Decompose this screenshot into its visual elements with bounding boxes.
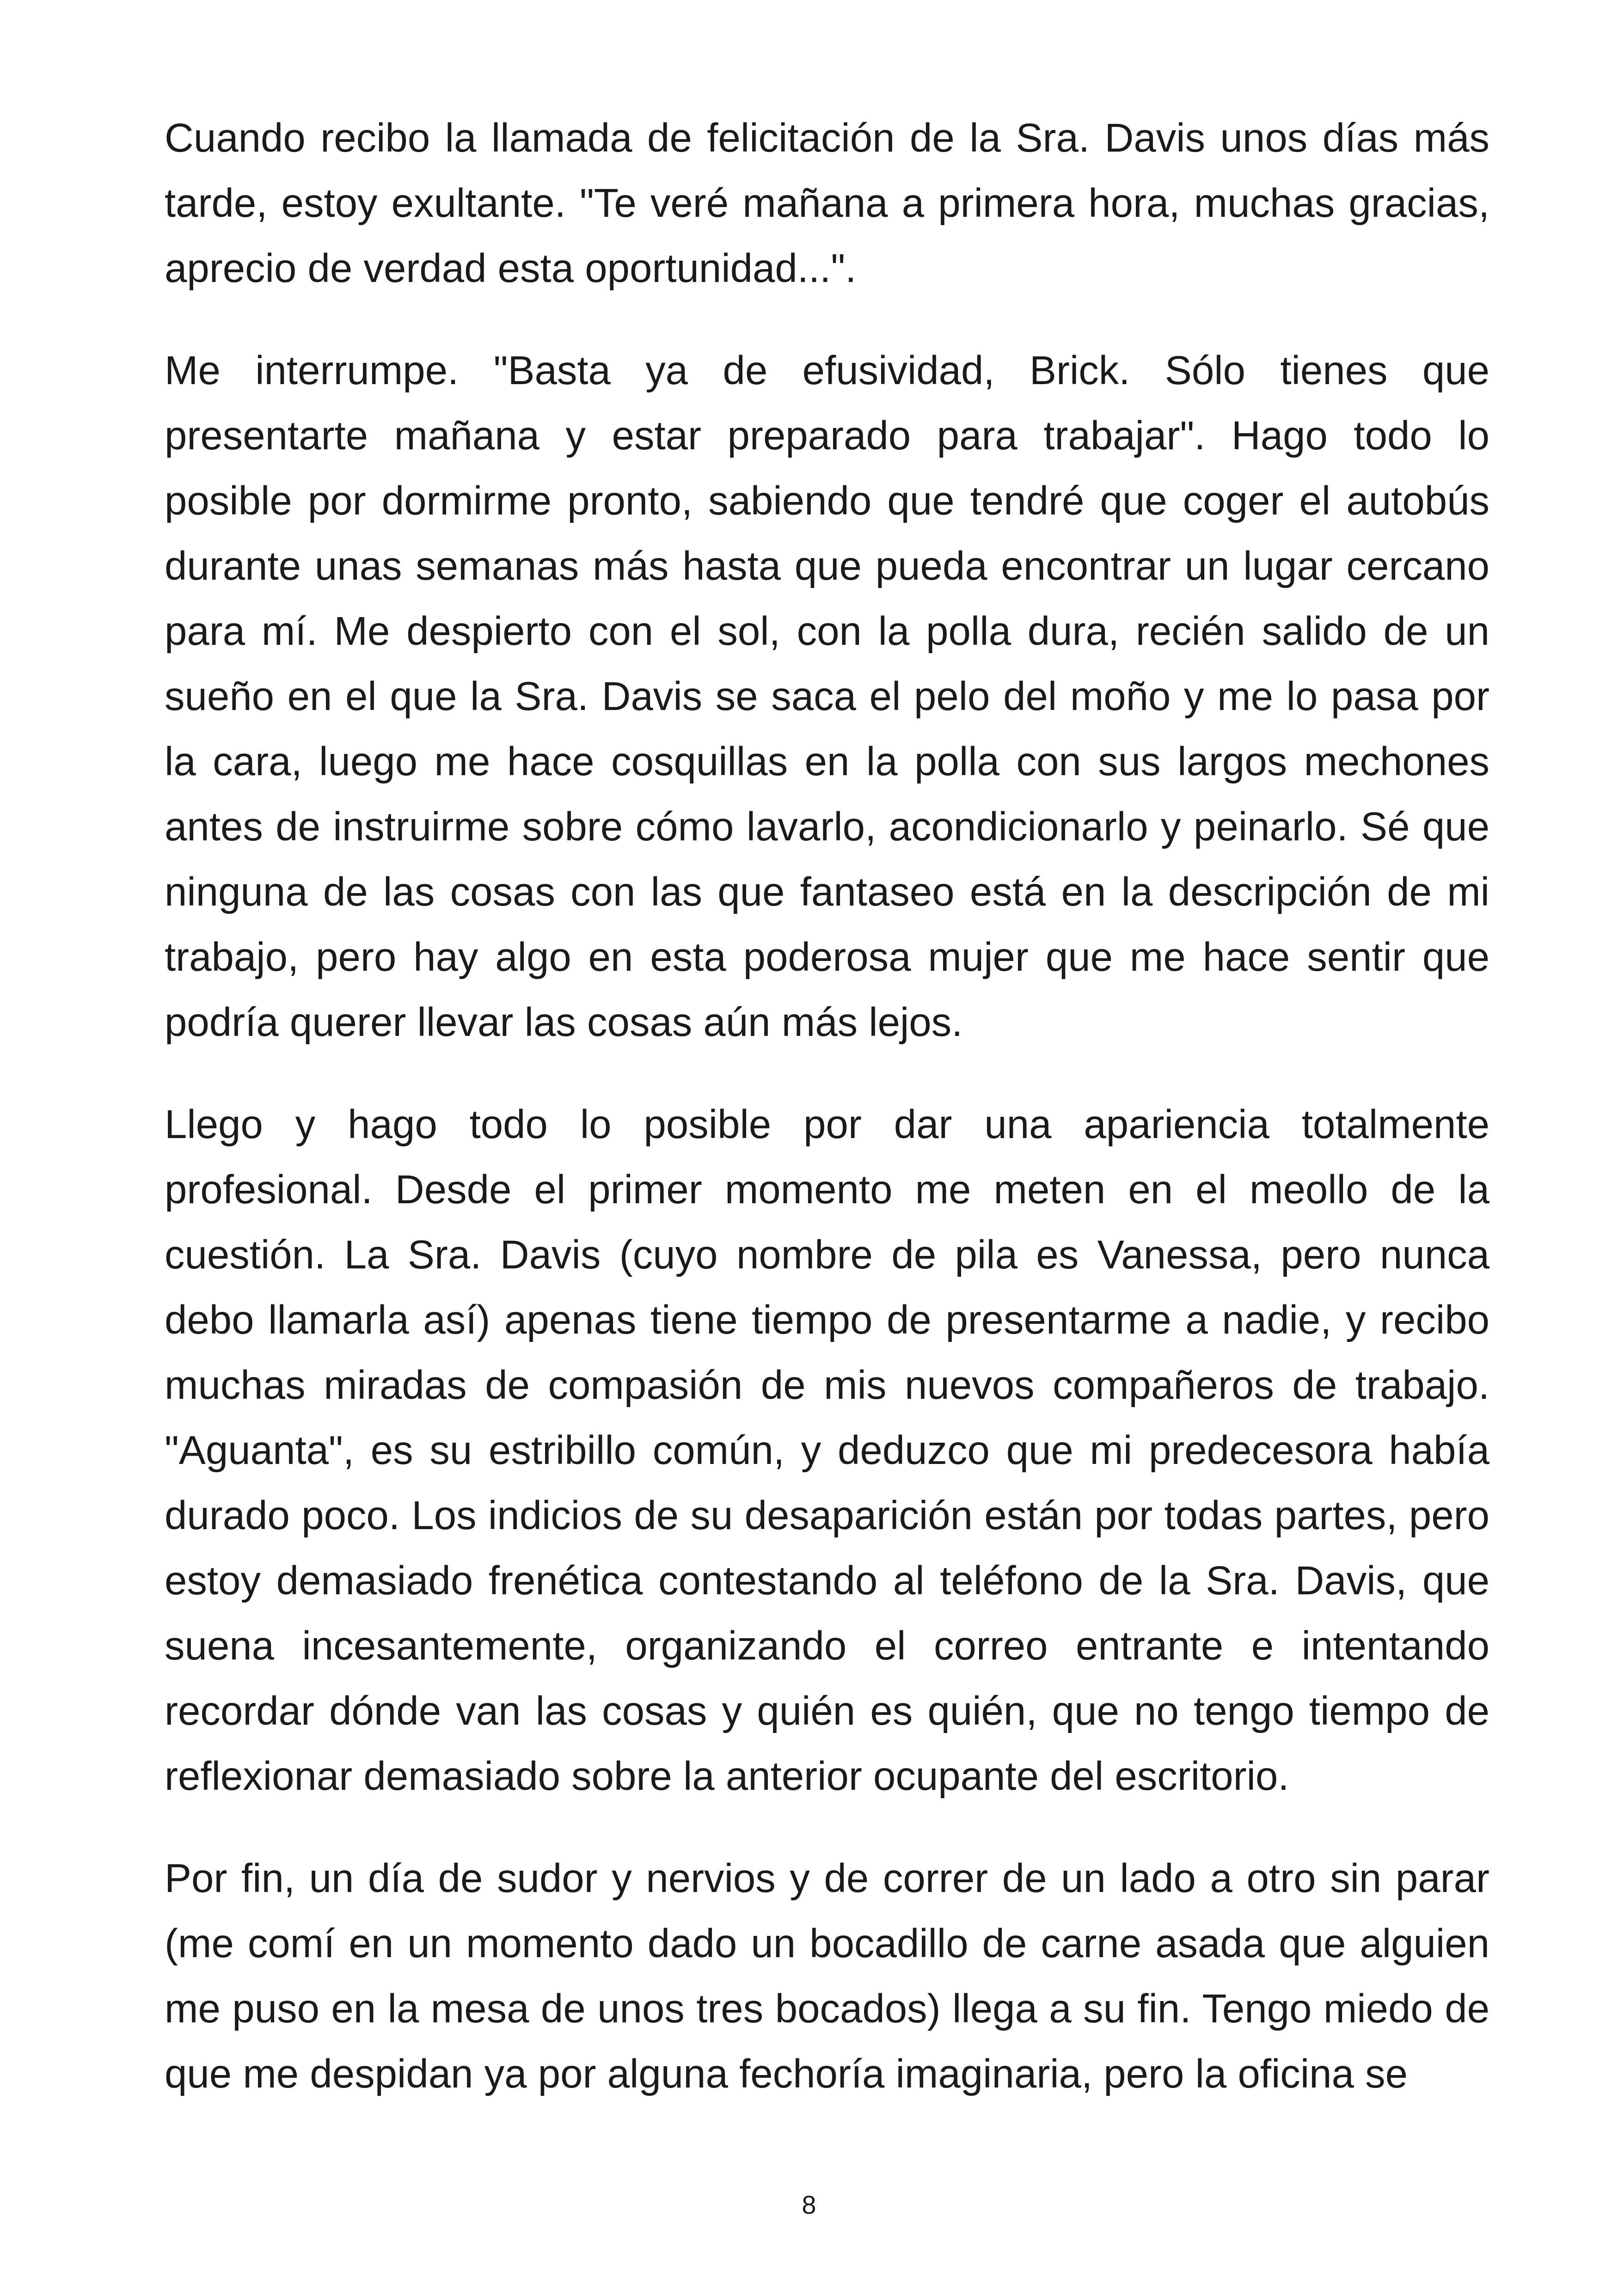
body-text [165,105,1489,2106]
paragraph-1: Cuando recibo la llamada de felicitación de la Sra. Davis unos días más tarde, estoy exultante. "Te veré mañana a primera hora, muchas gracias, aprecio de verdad esta oportunidad...". [165,116,1489,291]
paragraph-4: Por fin, un día de sudor y nervios y de correr de un lado a otro sin parar (me comí en un momento dado un bocadillo de carne asada que alguien me puso en la mesa de unos tres bocados) llega a su fin. Tengo miedo de que me despidan ya por alguna fechoría imaginaria, pero la oficina se [165,1856,1489,2096]
paragraph-3: Llego y hago todo lo posible por dar una apariencia totalmente profesional. Desde el primer momento me meten en el meollo de la cuestión. La Sra. Davis (cuyo nombre de pila es Vanessa, pero nunca debo llamarla así) apenas tiene tiempo de presentarme a nadie, y recibo muchas miradas de compasión de mis nuevos compañeros de trabajo. "Aguanta", es su estribillo común, y deduzco que mi predecesora había durado poco. Los indicios de su desaparición están por todas partes, pero estoy demasiado frenética contestando al teléfono de la Sra. Davis, que suena incesantemente, organizando el correo entrante e intentando recordar dónde van las cosas y quién es quién, que no tengo tiempo de reflexionar demasiado sobre la anterior ocupante del escritorio. [165,1102,1489,1799]
paragraph-2: Me interrumpe. "Basta ya de efusividad, Brick. Sólo tienes que presentarte mañana y estar preparado para trabajar". Hago todo lo posible por dormirme pronto, sabiendo que tendré que coger el autobús durante unas semanas más hasta que pueda encontrar un lugar cercano para mí. Me despierto con el sol, con la polla dura, recién salido de un sueño en el que la Sra. Davis se saca el pelo del moño y me lo pasa por la cara, luego me hace cosquillas en la polla con sus largos mechones antes de instruirme sobre cómo lavarlo, acondicionarlo y peinarlo. Sé que ninguna de las cosas con las que fantaseo está en la descripción de mi trabajo, pero hay algo en esta poderosa mujer que me hace sentir que podría querer llevar las cosas aún más lejos. [165,348,1489,1045]
page-number: 8 [802,2190,816,2219]
